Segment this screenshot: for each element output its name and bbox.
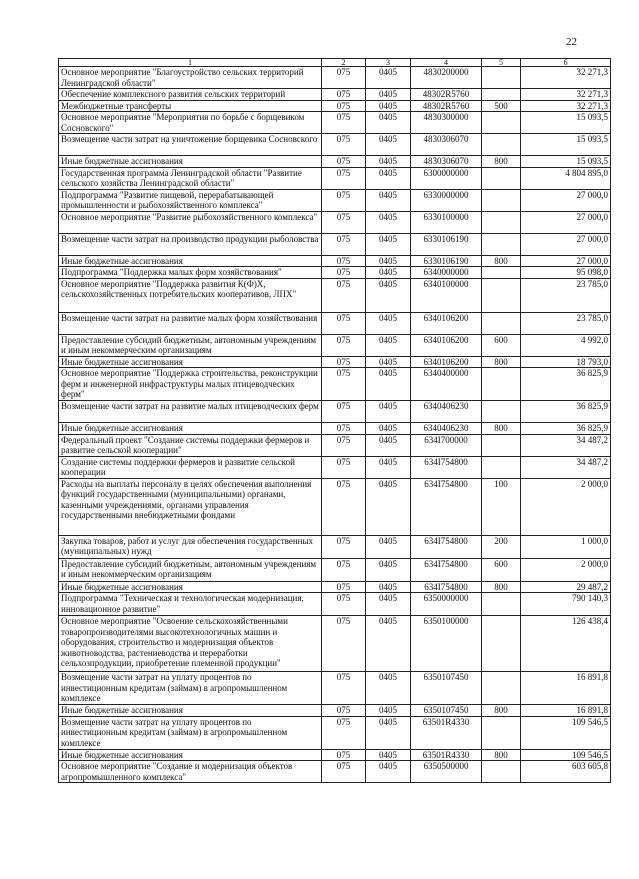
row-amount: 32 271,3 bbox=[521, 89, 611, 101]
row-expense-type bbox=[482, 167, 521, 189]
row-description: Подпрограмма "Техническая и технологическая модернизация, инновационное развитие" bbox=[59, 593, 322, 616]
row-description: Основное мероприятие "Поддержка развития К(Ф)Х, сельскохозяйственных потребительских кооперативов, ЛПХ" bbox=[59, 278, 322, 312]
row-admin-code: 075 bbox=[322, 167, 366, 189]
row-amount: 603 605,8 bbox=[521, 761, 611, 783]
row-description: Предоставление субсидий бюджетным, автономным учреждениям и иным некоммерческим организациям bbox=[59, 334, 322, 356]
row-section-code: 0405 bbox=[366, 233, 411, 255]
row-target-code: 6350107450 bbox=[411, 672, 482, 705]
row-amount: 16 891,8 bbox=[521, 672, 611, 705]
row-description: Подпрограмма "Развитие пищевой, перерабатывающей промышленности и рыбохозяйственного комплекса" bbox=[59, 189, 322, 211]
row-expense-type bbox=[482, 401, 521, 423]
row-section-code: 0405 bbox=[366, 156, 411, 168]
row-admin-code: 075 bbox=[322, 749, 366, 761]
row-target-code: 634I700000 bbox=[411, 434, 482, 456]
row-amount: 95 098,0 bbox=[521, 267, 611, 279]
row-expense-type bbox=[482, 716, 521, 749]
table-row bbox=[59, 672, 611, 705]
row-expense-type bbox=[482, 593, 521, 616]
row-description: Основное мероприятие "Создание и модернизация объектов агропромышленного комплекса" bbox=[59, 761, 322, 783]
row-target-code: 6330000000 bbox=[411, 189, 482, 211]
row-section-code: 0405 bbox=[366, 89, 411, 101]
row-target-code: 6300000000 bbox=[411, 167, 482, 189]
row-description: Возмещение части затрат на развитие малых форм хозяйствования bbox=[59, 312, 322, 334]
row-amount: 16 891,8 bbox=[521, 705, 611, 717]
row-expense-type: 800 bbox=[482, 356, 521, 368]
row-admin-code: 075 bbox=[322, 189, 366, 211]
row-admin-code: 075 bbox=[322, 705, 366, 717]
table-row bbox=[59, 705, 611, 717]
table-row bbox=[59, 134, 611, 156]
table-row bbox=[59, 456, 611, 478]
row-expense-type: 500 bbox=[482, 100, 521, 112]
row-admin-code: 075 bbox=[322, 312, 366, 334]
row-target-code: 6330100000 bbox=[411, 211, 482, 233]
row-amount: 36 825,9 bbox=[521, 423, 611, 435]
column-header: 1 bbox=[59, 59, 322, 67]
row-description: Основное мероприятие "Мероприятия по борьбе с борщевиком Сосновского" bbox=[59, 112, 322, 134]
row-amount: 109 546,5 bbox=[521, 749, 611, 761]
row-admin-code: 075 bbox=[322, 478, 366, 535]
row-description: Создание системы поддержки фермеров и развитие сельской кооперации bbox=[59, 456, 322, 478]
row-section-code: 0405 bbox=[366, 267, 411, 279]
table-row bbox=[59, 267, 611, 279]
row-description: Возмещение части затрат на уничтожение борщевика Сосновского bbox=[59, 134, 322, 156]
row-description: Межбюджетные трансферты bbox=[59, 100, 322, 112]
row-description: Основное мероприятие "Благоустройство сельских территорий Ленинградской области" bbox=[59, 67, 322, 89]
row-admin-code: 075 bbox=[322, 89, 366, 101]
row-amount: 2 000,0 bbox=[521, 558, 611, 581]
row-description: Федеральный проект "Создание системы поддержки фермеров и развитие сельской кооперации" bbox=[59, 434, 322, 456]
table-row bbox=[59, 100, 611, 112]
row-amount: 34 487,2 bbox=[521, 434, 611, 456]
row-admin-code: 075 bbox=[322, 134, 366, 156]
row-target-code: 6340000000 bbox=[411, 267, 482, 279]
row-target-code: 6350000000 bbox=[411, 593, 482, 616]
row-target-code: 634I754800 bbox=[411, 558, 482, 581]
table-row bbox=[59, 312, 611, 334]
row-description: Иные бюджетные ассигнования bbox=[59, 581, 322, 593]
table-row bbox=[59, 478, 611, 535]
table-row bbox=[59, 356, 611, 368]
row-admin-code: 075 bbox=[322, 112, 366, 134]
table-row bbox=[59, 278, 611, 312]
row-target-code: 6340106200 bbox=[411, 312, 482, 334]
row-target-code: 6350500000 bbox=[411, 761, 482, 783]
row-expense-type bbox=[482, 456, 521, 478]
row-description: Основное мероприятие "Поддержка строительства, реконструкции ферм и инженерной инфраструктуры малых птицеводческих ферм" bbox=[59, 368, 322, 401]
row-description: Возмещение части затрат на развитие малых птицеводческих ферм bbox=[59, 401, 322, 423]
row-target-code: 634I754800 bbox=[411, 478, 482, 535]
table-row bbox=[59, 423, 611, 435]
table-row bbox=[59, 761, 611, 783]
row-expense-type: 800 bbox=[482, 255, 521, 267]
row-amount: 15 093,5 bbox=[521, 112, 611, 134]
page-number: 22 bbox=[566, 36, 577, 48]
row-admin-code: 075 bbox=[322, 423, 366, 435]
row-section-code: 0405 bbox=[366, 705, 411, 717]
row-section-code: 0405 bbox=[366, 356, 411, 368]
row-target-code: 634I754800 bbox=[411, 581, 482, 593]
row-amount: 32 271,3 bbox=[521, 100, 611, 112]
row-section-code: 0405 bbox=[366, 749, 411, 761]
table-row bbox=[59, 749, 611, 761]
row-section-code: 0405 bbox=[366, 616, 411, 672]
table-body bbox=[59, 67, 611, 783]
row-description: Обеспечение комплексного развития сельских территорий bbox=[59, 89, 322, 101]
row-expense-type: 100 bbox=[482, 478, 521, 535]
row-amount: 36 825,9 bbox=[521, 401, 611, 423]
row-section-code: 0405 bbox=[366, 100, 411, 112]
row-amount: 109 546,5 bbox=[521, 716, 611, 749]
row-expense-type: 800 bbox=[482, 581, 521, 593]
row-section-code: 0405 bbox=[366, 761, 411, 783]
row-target-code: 6340106200 bbox=[411, 334, 482, 356]
row-description: Подпрограмма "Поддержка малых форм хозяйствования" bbox=[59, 267, 322, 279]
row-section-code: 0405 bbox=[366, 581, 411, 593]
row-description: Иные бюджетные ассигнования bbox=[59, 156, 322, 168]
table-row bbox=[59, 716, 611, 749]
row-amount: 27 000,0 bbox=[521, 233, 611, 255]
table-row bbox=[59, 581, 611, 593]
table-row bbox=[59, 334, 611, 356]
row-section-code: 0405 bbox=[366, 255, 411, 267]
row-target-code: 6330106190 bbox=[411, 255, 482, 267]
row-description: Иные бюджетные ассигнования bbox=[59, 423, 322, 435]
row-target-code: 6350107450 bbox=[411, 705, 482, 717]
row-admin-code: 075 bbox=[322, 581, 366, 593]
row-expense-type: 800 bbox=[482, 156, 521, 168]
row-admin-code: 075 bbox=[322, 255, 366, 267]
table-row bbox=[59, 89, 611, 101]
row-admin-code: 075 bbox=[322, 558, 366, 581]
table-row bbox=[59, 558, 611, 581]
table-row bbox=[59, 593, 611, 616]
row-section-code: 0405 bbox=[366, 134, 411, 156]
row-target-code: 4830200000 bbox=[411, 67, 482, 89]
row-description: Иные бюджетные ассигнования bbox=[59, 255, 322, 267]
row-target-code: 6340406230 bbox=[411, 401, 482, 423]
row-target-code: 63501R4330 bbox=[411, 749, 482, 761]
row-target-code: 6350100000 bbox=[411, 616, 482, 672]
row-admin-code: 075 bbox=[322, 233, 366, 255]
row-target-code: 4830306070 bbox=[411, 134, 482, 156]
row-admin-code: 075 bbox=[322, 211, 366, 233]
row-expense-type: 200 bbox=[482, 535, 521, 558]
row-expense-type bbox=[482, 267, 521, 279]
row-amount: 23 785,0 bbox=[521, 312, 611, 334]
row-amount: 36 825,9 bbox=[521, 368, 611, 401]
row-admin-code: 075 bbox=[322, 67, 366, 89]
row-section-code: 0405 bbox=[366, 368, 411, 401]
row-amount: 34 487,2 bbox=[521, 456, 611, 478]
row-expense-type bbox=[482, 67, 521, 89]
row-expense-type bbox=[482, 312, 521, 334]
row-target-code: 48302R5760 bbox=[411, 100, 482, 112]
table-row bbox=[59, 112, 611, 134]
row-description: Основное мероприятие "Развитие рыбохозяйственного комплекса" bbox=[59, 211, 322, 233]
row-amount: 15 093,5 bbox=[521, 156, 611, 168]
row-expense-type bbox=[482, 616, 521, 672]
row-admin-code: 075 bbox=[322, 401, 366, 423]
row-section-code: 0405 bbox=[366, 278, 411, 312]
table-row bbox=[59, 233, 611, 255]
column-header: 3 bbox=[366, 59, 411, 67]
row-expense-type bbox=[482, 89, 521, 101]
row-description: Закупка товаров, работ и услуг для обеспечения государственных (муниципальных) нужд bbox=[59, 535, 322, 558]
table-row bbox=[59, 368, 611, 401]
row-target-code: 634I754800 bbox=[411, 456, 482, 478]
row-expense-type: 800 bbox=[482, 749, 521, 761]
table-row bbox=[59, 434, 611, 456]
row-admin-code: 075 bbox=[322, 156, 366, 168]
row-amount: 126 438,4 bbox=[521, 616, 611, 672]
row-amount: 23 785,0 bbox=[521, 278, 611, 312]
column-number-row bbox=[59, 59, 611, 67]
row-description: Возмещение части затрат на производство продукции рыболовства bbox=[59, 233, 322, 255]
table-row bbox=[59, 167, 611, 189]
budget-table bbox=[58, 58, 611, 783]
row-section-code: 0405 bbox=[366, 716, 411, 749]
row-target-code: 6340106200 bbox=[411, 356, 482, 368]
row-section-code: 0405 bbox=[366, 334, 411, 356]
row-expense-type bbox=[482, 672, 521, 705]
row-section-code: 0405 bbox=[366, 312, 411, 334]
row-section-code: 0405 bbox=[366, 423, 411, 435]
row-description: Предоставление субсидий бюджетным, автономным учреждениям и иным некоммерческим организациям bbox=[59, 558, 322, 581]
row-admin-code: 075 bbox=[322, 616, 366, 672]
row-target-code: 6340100000 bbox=[411, 278, 482, 312]
row-admin-code: 075 bbox=[322, 267, 366, 279]
row-expense-type bbox=[482, 434, 521, 456]
row-section-code: 0405 bbox=[366, 167, 411, 189]
table-row bbox=[59, 67, 611, 89]
row-target-code: 4830306070 bbox=[411, 156, 482, 168]
row-amount: 32 271,3 bbox=[521, 67, 611, 89]
row-expense-type bbox=[482, 233, 521, 255]
row-description: Иные бюджетные ассигнования bbox=[59, 356, 322, 368]
row-target-code: 634I754800 bbox=[411, 535, 482, 558]
row-admin-code: 075 bbox=[322, 334, 366, 356]
row-description: Возмещение части затрат на уплату процентов по инвестиционным кредитам (займам) в агропромышленном комплексе bbox=[59, 716, 322, 749]
column-header: 4 bbox=[411, 59, 482, 67]
column-header: 6 bbox=[521, 59, 611, 67]
table-row bbox=[59, 255, 611, 267]
row-admin-code: 075 bbox=[322, 593, 366, 616]
row-expense-type bbox=[482, 278, 521, 312]
row-target-code: 6340400000 bbox=[411, 368, 482, 401]
table-row bbox=[59, 401, 611, 423]
row-section-code: 0405 bbox=[366, 558, 411, 581]
row-admin-code: 075 bbox=[322, 368, 366, 401]
row-section-code: 0405 bbox=[366, 434, 411, 456]
row-admin-code: 075 bbox=[322, 100, 366, 112]
row-amount: 18 793,0 bbox=[521, 356, 611, 368]
row-expense-type bbox=[482, 189, 521, 211]
row-target-code: 4830300000 bbox=[411, 112, 482, 134]
row-amount: 2 000,0 bbox=[521, 478, 611, 535]
row-expense-type bbox=[482, 112, 521, 134]
table-row bbox=[59, 535, 611, 558]
table-row bbox=[59, 211, 611, 233]
row-description: Возмещение части затрат на уплату процентов по инвестиционным кредитам (займам) в агропромышленном комплексе bbox=[59, 672, 322, 705]
row-admin-code: 075 bbox=[322, 716, 366, 749]
row-target-code: 63501R4330 bbox=[411, 716, 482, 749]
row-amount: 27 000,0 bbox=[521, 211, 611, 233]
row-amount: 15 093,5 bbox=[521, 134, 611, 156]
row-section-code: 0405 bbox=[366, 456, 411, 478]
row-amount: 4 804 895,0 bbox=[521, 167, 611, 189]
row-description: Иные бюджетные ассигнования bbox=[59, 705, 322, 717]
row-target-code: 48302R5760 bbox=[411, 89, 482, 101]
row-expense-type bbox=[482, 211, 521, 233]
row-target-code: 6340406230 bbox=[411, 423, 482, 435]
row-amount: 790 140,3 bbox=[521, 593, 611, 616]
row-admin-code: 075 bbox=[322, 761, 366, 783]
column-header: 2 bbox=[322, 59, 366, 67]
row-section-code: 0405 bbox=[366, 401, 411, 423]
row-section-code: 0405 bbox=[366, 478, 411, 535]
row-section-code: 0405 bbox=[366, 189, 411, 211]
row-expense-type: 600 bbox=[482, 334, 521, 356]
row-admin-code: 075 bbox=[322, 278, 366, 312]
row-admin-code: 075 bbox=[322, 535, 366, 558]
row-section-code: 0405 bbox=[366, 593, 411, 616]
row-expense-type: 800 bbox=[482, 705, 521, 717]
row-description: Расходы на выплаты персоналу в целях обеспечения выполнения функций государственными (муниципальными) органами, казенными учреждениями, органами управления государственными внебюджетными фондами bbox=[59, 478, 322, 535]
row-section-code: 0405 bbox=[366, 672, 411, 705]
row-expense-type bbox=[482, 368, 521, 401]
column-header: 5 bbox=[482, 59, 521, 67]
row-description: Государственная программа Ленинградской области "Развитие сельского хозяйства Ленинградской области" bbox=[59, 167, 322, 189]
row-amount: 4 992,0 bbox=[521, 334, 611, 356]
row-amount: 27 000,0 bbox=[521, 189, 611, 211]
row-expense-type bbox=[482, 134, 521, 156]
row-admin-code: 075 bbox=[322, 434, 366, 456]
table-row bbox=[59, 156, 611, 168]
row-section-code: 0405 bbox=[366, 112, 411, 134]
row-description: Основное мероприятие "Освоение сельскохозяйственными товаропроизводителями высокотехнологичных машин и оборудования, строительство и модернизация объектов животноводства, растениеводства и переработки сельхозпродукции, приобретение племенной продукции" bbox=[59, 616, 322, 672]
row-target-code: 6330106190 bbox=[411, 233, 482, 255]
row-section-code: 0405 bbox=[366, 535, 411, 558]
row-admin-code: 075 bbox=[322, 672, 366, 705]
table-row bbox=[59, 189, 611, 211]
row-expense-type bbox=[482, 761, 521, 783]
row-admin-code: 075 bbox=[322, 456, 366, 478]
row-expense-type: 600 bbox=[482, 558, 521, 581]
row-expense-type: 800 bbox=[482, 423, 521, 435]
row-amount: 27 000,0 bbox=[521, 255, 611, 267]
row-section-code: 0405 bbox=[366, 67, 411, 89]
row-amount: 1 000,0 bbox=[521, 535, 611, 558]
table-row bbox=[59, 616, 611, 672]
row-section-code: 0405 bbox=[366, 211, 411, 233]
row-description: Иные бюджетные ассигнования bbox=[59, 749, 322, 761]
row-amount: 29 487,2 bbox=[521, 581, 611, 593]
row-admin-code: 075 bbox=[322, 356, 366, 368]
